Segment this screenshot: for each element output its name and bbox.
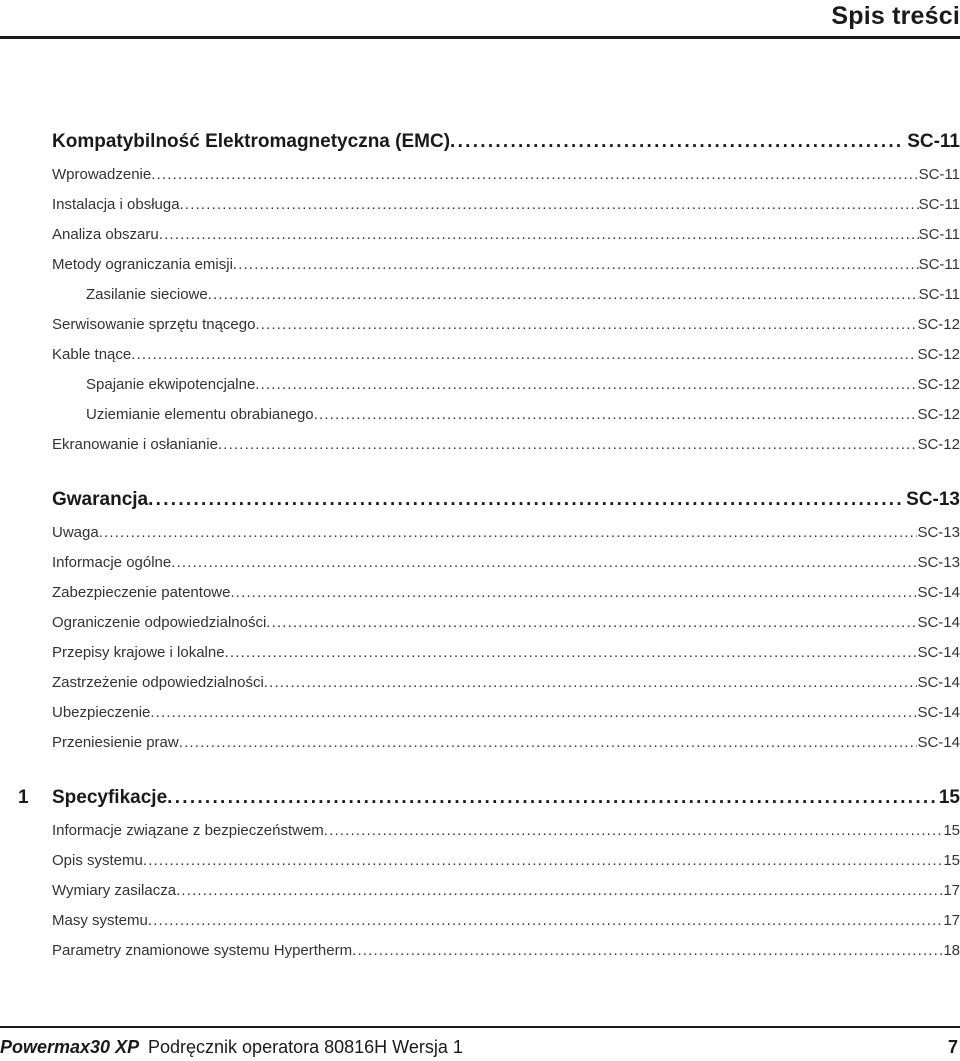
- dot-leader: [180, 196, 919, 213]
- toc-section[interactable]: [0, 489, 960, 515]
- dot-leader: [131, 346, 917, 363]
- toc-entry[interactable]: [0, 912, 960, 934]
- toc-section[interactable]: [0, 131, 960, 157]
- dot-leader: [176, 882, 943, 899]
- toc-page-number: SC-11: [918, 256, 960, 273]
- dot-leader: [159, 226, 919, 243]
- toc-page-number: SC-12: [917, 436, 960, 453]
- toc-entry-title: Analiza obszaru: [52, 226, 159, 243]
- toc-entry-title: Ubezpieczenie: [52, 704, 151, 721]
- toc-entry-title: Zastrzeżenie odpowiedzialności: [52, 674, 264, 691]
- dot-leader: [148, 489, 902, 511]
- dot-leader: [225, 644, 918, 661]
- dot-leader: [150, 704, 917, 721]
- toc-entry[interactable]: [0, 852, 960, 874]
- toc-entry-title: Parametry znamionowe systemu Hypertherm: [52, 942, 353, 959]
- toc-entry-title: Instalacja i obsługa: [52, 196, 180, 213]
- toc-page-number: SC-11: [918, 286, 960, 303]
- toc-entry-title: Zasilanie sieciowe: [86, 286, 208, 303]
- toc-section[interactable]: [0, 787, 960, 813]
- dot-leader: [143, 852, 943, 869]
- toc-entry-title: Uwaga: [52, 524, 99, 541]
- toc-page-number: 15: [943, 852, 960, 869]
- toc-section-number: 1: [18, 787, 29, 808]
- toc-entry-title: Metody ograniczania emisji: [52, 256, 233, 273]
- dot-leader: [264, 674, 918, 691]
- toc-entry-title: Kable tnące: [52, 346, 132, 363]
- toc-page-number: SC-11: [918, 196, 960, 213]
- dot-leader: [255, 316, 917, 333]
- toc-page-number: 15: [938, 787, 960, 808]
- toc-entry[interactable]: [0, 256, 960, 278]
- dot-leader: [352, 942, 943, 959]
- dot-leader: [179, 734, 918, 751]
- toc-page-number: SC-14: [917, 614, 960, 631]
- toc-entry[interactable]: [0, 674, 960, 696]
- toc-page-number: SC-14: [917, 644, 960, 661]
- toc-entry[interactable]: [0, 376, 960, 398]
- toc-page-number: SC-11: [907, 131, 960, 152]
- toc-entry-title: Opis systemu: [52, 852, 143, 869]
- dot-leader: [167, 787, 935, 809]
- toc-entry[interactable]: [0, 584, 960, 606]
- toc-entry[interactable]: [0, 882, 960, 904]
- toc-page-number: SC-13: [917, 554, 960, 571]
- toc-entry-title: Ekranowanie i osłanianie: [52, 436, 218, 453]
- footer-description: Podręcznik operatora 80816H Wersja 1: [148, 1037, 463, 1057]
- toc-entry-title: Przepisy krajowe i lokalne: [52, 644, 225, 661]
- toc-page-number: 17: [943, 912, 960, 929]
- dot-leader: [324, 822, 944, 839]
- toc-entry[interactable]: [0, 614, 960, 636]
- toc-page-number: SC-12: [917, 316, 960, 333]
- toc-entry-title: Przeniesienie praw: [52, 734, 179, 751]
- toc-entry[interactable]: [0, 406, 960, 428]
- toc-entry[interactable]: [0, 644, 960, 666]
- toc-entry[interactable]: [0, 822, 960, 844]
- toc-entry-title: Zabezpieczenie patentowe: [52, 584, 231, 601]
- dot-leader: [230, 584, 917, 601]
- toc-entry[interactable]: [0, 166, 960, 188]
- toc-entry-title: Informacje związane z bezpieczeństwem: [52, 822, 324, 839]
- dot-leader: [171, 554, 917, 571]
- toc-entry[interactable]: [0, 734, 960, 756]
- toc-page-number: 17: [943, 882, 960, 899]
- toc-entry[interactable]: [0, 226, 960, 248]
- footer-rule: [0, 1026, 960, 1028]
- toc-entry-title: Wprowadzenie: [52, 166, 152, 183]
- dot-leader: [208, 286, 919, 303]
- toc-entry[interactable]: [0, 346, 960, 368]
- dot-leader: [151, 166, 918, 183]
- dot-leader: [218, 436, 918, 453]
- toc-entry[interactable]: [0, 286, 960, 308]
- toc-entry[interactable]: [0, 436, 960, 458]
- toc-page-number: SC-14: [917, 584, 960, 601]
- toc-page-number: SC-12: [917, 346, 960, 363]
- toc-page-number: SC-13: [906, 489, 960, 510]
- page-title: Spis treści: [831, 2, 960, 30]
- footer-page-number: 7: [947, 1037, 958, 1057]
- dot-leader: [314, 406, 918, 423]
- dot-leader: [255, 376, 917, 393]
- toc-entry-title: Ograniczenie odpowiedzialności: [52, 614, 267, 631]
- toc-page-number: SC-13: [917, 524, 960, 541]
- toc-page-number: SC-14: [917, 704, 960, 721]
- dot-leader: [148, 912, 943, 929]
- toc-entry-title: Masy systemu: [52, 912, 148, 929]
- toc-entry-title: Spajanie ekwipotencjalne: [86, 376, 256, 393]
- toc-entry-title: Serwisowanie sprzętu tnącego: [52, 316, 256, 333]
- toc-page-number: SC-12: [917, 406, 960, 423]
- toc-entry[interactable]: [0, 554, 960, 576]
- toc-entry-title: Informacje ogólne: [52, 554, 172, 571]
- toc-page-number: SC-14: [917, 674, 960, 691]
- toc-entry[interactable]: [0, 524, 960, 546]
- footer-brand: Powermax30 XP: [0, 1037, 140, 1057]
- toc-section-title: Kompatybilność Elektromagnetyczna (EMC): [52, 131, 451, 152]
- toc-entry[interactable]: [0, 196, 960, 218]
- toc-entry-title: Uziemianie elementu obrabianego: [86, 406, 314, 423]
- toc-page-number: 15: [943, 822, 960, 839]
- toc-page-number: 18: [943, 942, 960, 959]
- toc-section-title: Specyfikacje: [52, 787, 168, 808]
- dot-leader: [266, 614, 917, 631]
- toc-entry[interactable]: [0, 316, 960, 338]
- dot-leader: [450, 131, 903, 153]
- toc-page-number: SC-12: [917, 376, 960, 393]
- toc-page-number: SC-11: [918, 166, 960, 183]
- toc-entry-title: Wymiary zasilacza: [52, 882, 177, 899]
- toc-page-number: SC-11: [918, 226, 960, 243]
- dot-leader: [99, 524, 918, 541]
- toc-entry[interactable]: [0, 942, 960, 964]
- page-footer: [0, 1034, 960, 1060]
- dot-leader: [233, 256, 919, 273]
- toc-page-number: SC-14: [917, 734, 960, 751]
- toc-section-title: Gwarancja: [52, 489, 149, 510]
- toc-entry[interactable]: [0, 704, 960, 726]
